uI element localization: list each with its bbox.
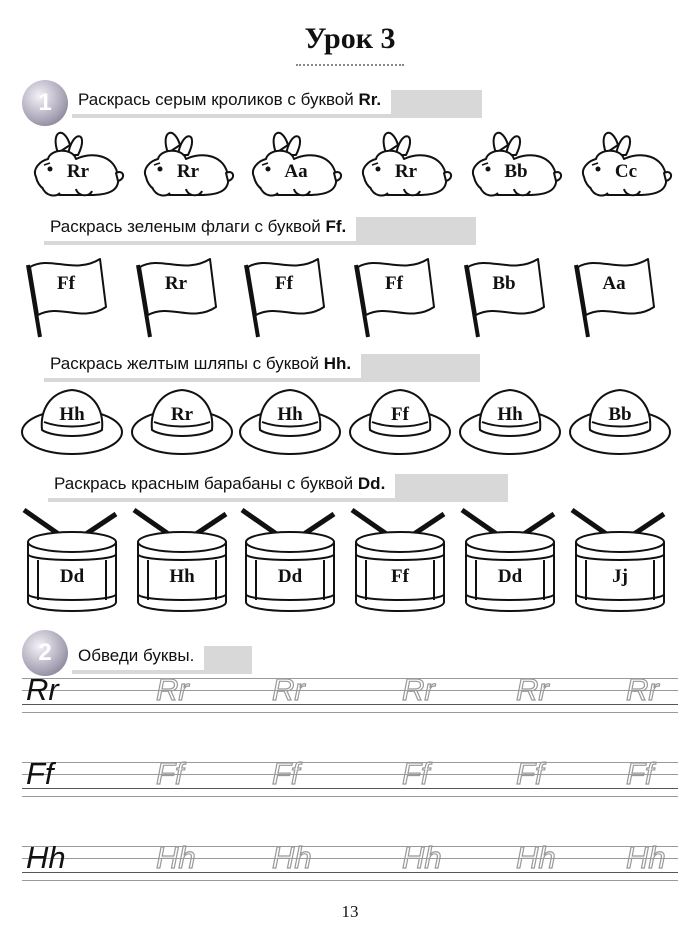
sample-letter: Hh [26, 840, 66, 875]
rabbit[interactable] [130, 125, 234, 201]
drum-letter: Jj [612, 566, 628, 587]
rabbit[interactable] [20, 125, 124, 201]
rabbit-letter: Cc [614, 161, 638, 182]
flag-letter: Ff [275, 273, 293, 294]
trace-letter[interactable]: Rr [156, 672, 189, 707]
rabbits-instruction: Раскрась серым кроликов с буквой Rr. [68, 86, 391, 114]
drum-letter: Dd [277, 566, 303, 587]
trace-letter[interactable]: Ff [516, 756, 544, 791]
page-number: 13 [341, 902, 359, 921]
trace-instruction: Обведи буквы. [68, 642, 204, 670]
hat[interactable] [348, 382, 452, 456]
drum[interactable] [458, 502, 562, 612]
hat-letter: Ff [391, 404, 409, 425]
flags-instruction: Раскрась зеленым флаги с буквой Ff. [40, 213, 356, 241]
drum[interactable] [130, 502, 234, 612]
trace-letter[interactable]: Hh [402, 840, 442, 875]
hat[interactable] [568, 382, 672, 456]
drums-instruction: Раскрась красным барабаны с буквой Dd. [44, 470, 395, 498]
page-title: Урок 3 [304, 22, 396, 55]
hat-letter: Hh [59, 404, 85, 425]
hat[interactable] [20, 382, 124, 456]
rabbit-letter: Rr [66, 161, 90, 182]
rabbit-letter: Rr [394, 161, 418, 182]
flag[interactable] [20, 245, 110, 341]
hat[interactable] [130, 382, 234, 456]
flag[interactable] [238, 245, 328, 341]
flag[interactable] [130, 245, 220, 341]
trace-letter[interactable]: Ff [272, 756, 300, 791]
rabbit[interactable] [458, 125, 562, 201]
writing-guide-line [22, 678, 678, 679]
flag-letter: Aa [602, 273, 626, 294]
rabbit-letter: Rr [176, 161, 200, 182]
writing-guide-line [22, 788, 678, 789]
drum-letter: Dd [59, 566, 85, 587]
trace-letter[interactable]: Ff [156, 756, 184, 791]
rabbit[interactable] [568, 125, 672, 201]
trace-letter[interactable]: Ff [402, 756, 430, 791]
trace-letter[interactable]: Hh [156, 840, 196, 875]
writing-guide-line [22, 872, 678, 873]
rabbit[interactable] [348, 125, 452, 201]
trace-letter[interactable]: Rr [626, 672, 659, 707]
hat-letter: Hh [497, 404, 523, 425]
drum[interactable] [20, 502, 124, 612]
writing-guide-line [22, 796, 678, 797]
writing-guide-line [22, 712, 678, 713]
flag-letter: Ff [57, 273, 75, 294]
writing-guide-line [22, 704, 678, 705]
drum[interactable] [348, 502, 452, 612]
hats-instruction: Раскрась желтым шляпы с буквой Hh. [40, 350, 361, 378]
flag[interactable] [348, 245, 438, 341]
trace-letter[interactable]: Rr [402, 672, 435, 707]
rabbit-letter: Aa [284, 161, 308, 182]
trace-letter[interactable]: Hh [516, 840, 556, 875]
drum[interactable] [568, 502, 672, 612]
drum-letter: Ff [391, 566, 409, 587]
writing-guide-line [22, 690, 678, 691]
task-2-number-badge: 2 [22, 630, 68, 676]
rabbit[interactable] [238, 125, 342, 201]
flag-letter: Ff [385, 273, 403, 294]
flag[interactable] [458, 245, 548, 341]
writing-guide-line [22, 774, 678, 775]
sample-letter: Ff [26, 756, 54, 791]
drum-letter: Dd [497, 566, 523, 587]
hat[interactable] [458, 382, 562, 456]
trace-letter[interactable]: Hh [272, 840, 312, 875]
hat-letter: Hh [277, 404, 303, 425]
hat[interactable] [238, 382, 342, 456]
writing-guide-line [22, 846, 678, 847]
flag-letter: Bb [492, 273, 516, 294]
writing-guide-line [22, 858, 678, 859]
writing-guide-line [22, 880, 678, 881]
drum-letter: Hh [169, 566, 195, 587]
trace-letter[interactable]: Hh [626, 840, 666, 875]
rabbit-letter: Bb [504, 161, 528, 182]
hat-letter: Bb [608, 404, 632, 425]
title-underline [296, 64, 404, 66]
task-1-number-badge: 1 [22, 80, 68, 126]
flag-letter: Rr [164, 273, 188, 294]
writing-guide-line [22, 762, 678, 763]
drum[interactable] [238, 502, 342, 612]
trace-letter[interactable]: Rr [516, 672, 549, 707]
sample-letter: Rr [26, 672, 59, 707]
flag[interactable] [568, 245, 658, 341]
trace-letter[interactable]: Ff [626, 756, 654, 791]
trace-letter[interactable]: Rr [272, 672, 305, 707]
hat-letter: Rr [170, 404, 194, 425]
